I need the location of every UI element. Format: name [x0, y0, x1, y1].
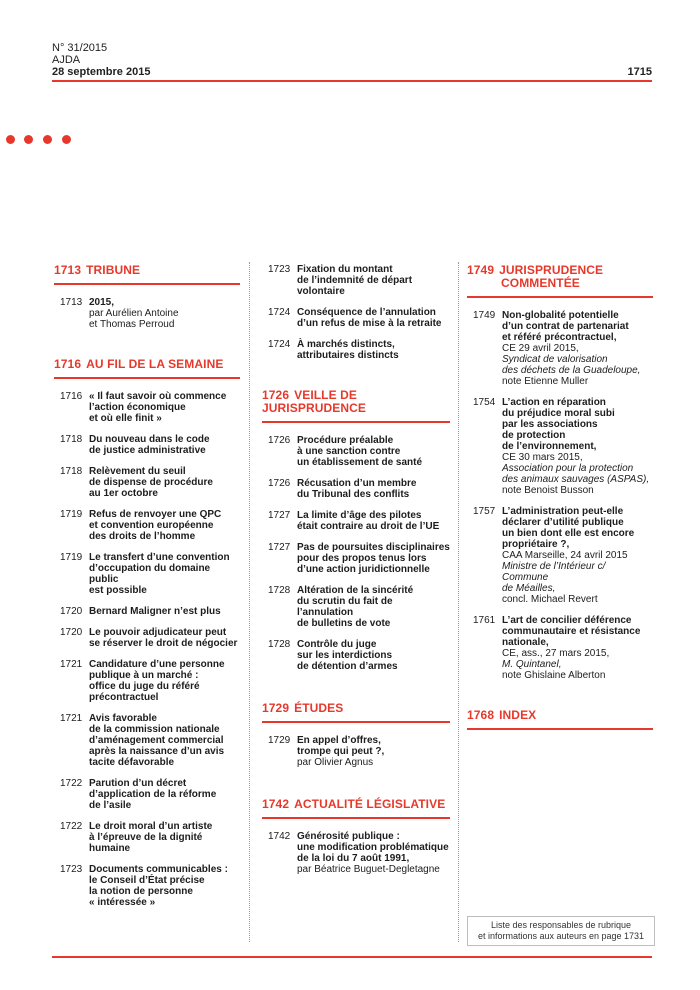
toc-entry [54, 509, 240, 542]
entry-title-line: Relèvement du seuil [89, 466, 186, 477]
entry-title-line: tacite défavorable [89, 757, 175, 768]
entry-body [89, 821, 240, 854]
entry-title-line: L’action en réparation [502, 397, 606, 408]
entry-page-number: 1720 [60, 627, 83, 638]
entry-title-line: du préjudice moral subi [502, 408, 615, 419]
entry-title-line: un bien dont elle est encore [502, 528, 635, 539]
info-box-line: et informations aux auteurs en page 1731 [477, 931, 645, 941]
section-name: INDEX [499, 708, 537, 722]
section-name: ÉTUDES [294, 701, 344, 715]
entry-title-line: et où elle finit » [89, 413, 162, 424]
entry-page-number: 1723 [268, 264, 291, 275]
section-name: JURISPRUDENCE [499, 263, 604, 277]
section-title [262, 389, 450, 423]
entry-body [89, 552, 240, 596]
entry-title-line: d’une action juridictionnelle [297, 564, 430, 575]
entry-body [89, 297, 240, 330]
entry-page-number: 1719 [60, 552, 83, 563]
entry-title-line: était contraire au droit de l’UE [297, 521, 440, 532]
footer-rule [52, 956, 652, 958]
entry-title-line: de justice administrative [89, 445, 206, 456]
toc-entry [54, 627, 240, 649]
entry-page-number: 1722 [60, 778, 83, 789]
entry-note-line: concl. Michael Revert [502, 594, 598, 605]
entry-title-line: Candidature d’une personne [89, 659, 225, 670]
entry-title-line: d’un contrat de partenariat [502, 321, 629, 332]
entry-author-line: par Aurélien Antoine [89, 308, 179, 319]
entry-body [297, 542, 450, 575]
entry-title-line: Procédure préalable [297, 435, 394, 446]
toc-entry [467, 310, 653, 387]
entry-body [89, 659, 240, 703]
entry-body [89, 434, 240, 456]
entry-title-line: Fixation du montant [297, 264, 393, 275]
entry-case-line: Association pour la protection [502, 463, 634, 474]
entry-page-number: 1728 [268, 639, 291, 650]
entry-title-line: de la commission nationale [89, 724, 220, 735]
entry-title-line: et convention européenne [89, 520, 214, 531]
entry-body [297, 735, 450, 768]
entry-title-line: publique à un marché : [89, 670, 199, 681]
entry-title-line: Altération de la sincérité [297, 585, 414, 596]
toc-entry [262, 585, 450, 629]
entry-title-line: de dispense de procédure [89, 477, 213, 488]
entry-case-line: Ministre de l’Intérieur c/ Commune [502, 561, 606, 583]
entry-page-number: 1724 [268, 339, 291, 350]
toc-entry [54, 297, 240, 330]
entry-title-line: attributaires distincts [297, 350, 399, 361]
toc-entry [262, 639, 450, 672]
section-page-number: 1716 [54, 357, 82, 371]
entry-title-line: Récusation d’un membre [297, 478, 417, 489]
entry-body [89, 606, 240, 617]
entry-title-line: pour des propos tenus lors [297, 553, 427, 564]
entry-body [502, 310, 653, 387]
section-title [262, 798, 450, 819]
entry-title-line: Conséquence de l’annulation [297, 307, 436, 318]
entry-title-line: de l’environnement, [502, 441, 597, 452]
entry-page-number: 1722 [60, 821, 83, 832]
entry-body [297, 510, 450, 532]
entry-author-line: et Thomas Perroud [89, 319, 175, 330]
entry-title-line: au 1er octobre [89, 488, 158, 499]
toc-entry [262, 478, 450, 500]
entry-title-line: Documents communicables : [89, 864, 228, 875]
entry-case-line: des animaux sauvages (ASPAS), [502, 474, 650, 485]
entry-title-line: « Il faut savoir où commence [89, 391, 227, 402]
entry-title-line: Avis favorable [89, 713, 157, 724]
entry-title-line: L’art de concilier déférence [502, 615, 632, 626]
entry-body [89, 713, 240, 768]
entry-title-line: office du juge du référé [89, 681, 200, 692]
toc-entry [54, 713, 240, 768]
section-name: VEILLE DE JURISPRUDENCE [262, 388, 366, 415]
toc-entry [262, 264, 450, 297]
toc-entry [54, 659, 240, 703]
section-title [467, 264, 653, 298]
entry-title-line: des droits de l’homme [89, 531, 196, 542]
section-name: AU FIL DE LA SEMAINE [86, 357, 224, 371]
entry-author-line: CE 30 mars 2015, [502, 452, 583, 463]
entry-title-line: d’un refus de mise à la retraite [297, 318, 442, 329]
entry-body [89, 864, 240, 908]
entry-title-line: sur les interdictions [297, 650, 393, 661]
entry-title-line: déclarer d’utilité publique [502, 517, 624, 528]
toc-column-1 [54, 264, 240, 918]
entry-title-line: Générosité publique : [297, 831, 400, 842]
entry-body [297, 831, 450, 875]
entry-title-line: En appel d’offres, [297, 735, 381, 746]
entry-note-line: note Etienne Muller [502, 376, 589, 387]
entry-title-line: la notion de personne [89, 886, 193, 897]
entry-title-line: communautaire et résistance [502, 626, 641, 637]
entry-body [297, 585, 450, 629]
entry-page-number: 1728 [268, 585, 291, 596]
entry-title-line: trompe qui peut ?, [297, 746, 385, 757]
entry-title-line: nationale, [502, 637, 549, 648]
toc-entry [54, 552, 240, 596]
entry-body [297, 307, 450, 329]
issue-number: N° 31/2015 [52, 42, 108, 54]
entry-title-line: le Conseil d’État précise [89, 875, 205, 886]
toc-section [54, 264, 240, 330]
entry-page-number: 1716 [60, 391, 83, 402]
entry-case-line: Syndicat de valorisation [502, 354, 608, 365]
entry-author-line: par Béatrice Buguet-Degletagne [297, 864, 440, 875]
entry-title-line: Bernard Maligner n’est plus [89, 606, 221, 617]
toc-section [262, 389, 450, 672]
entry-title-line: « intéressée » [89, 897, 156, 908]
entry-page-number: 1757 [473, 506, 496, 517]
info-box [467, 916, 655, 946]
section-page-number: 1729 [262, 701, 290, 715]
entry-body [502, 506, 653, 605]
entry-body [297, 435, 450, 468]
entry-page-number: 1723 [60, 864, 83, 875]
entry-case-line: des déchets de la Guadeloupe, [502, 365, 641, 376]
entry-body [89, 778, 240, 811]
toc-section [262, 702, 450, 768]
section-subtitle: COMMENTÉE [501, 276, 580, 290]
column-divider [458, 262, 459, 942]
section-title [467, 709, 653, 730]
toc-entry [467, 397, 653, 496]
section-page-number: 1726 [262, 388, 290, 402]
toc-entry [54, 466, 240, 499]
section-title [262, 702, 450, 723]
entry-case-line: de Méailles, [502, 583, 556, 594]
entry-title-line: de protection [502, 430, 566, 441]
toc-column-2 [262, 264, 450, 885]
entry-body [297, 639, 450, 672]
journal-name: AJDA [52, 54, 81, 66]
decor-dot [24, 135, 33, 144]
section-page-number: 1713 [54, 263, 82, 277]
entry-body [89, 466, 240, 499]
entry-title-line: d’occupation du domaine public [89, 563, 211, 585]
entry-page-number: 1719 [60, 509, 83, 520]
entry-author-line: CE, ass., 27 mars 2015, [502, 648, 610, 659]
entry-title-line: du Tribunal des conflits [297, 489, 410, 500]
entry-title-line: Du nouveau dans le code [89, 434, 210, 445]
entry-title-line: Le pouvoir adjudicateur peut [89, 627, 227, 638]
entry-title-line: se réserver le droit de négocier [89, 638, 238, 649]
toc-entry [262, 735, 450, 768]
entry-title-line: À marchés distincts, [297, 339, 395, 350]
section-page-number: 1768 [467, 708, 495, 722]
entry-page-number: 1727 [268, 510, 291, 521]
section-name: TRIBUNE [86, 263, 141, 277]
toc-section [467, 709, 653, 730]
issue-date: 28 septembre 2015 [52, 66, 151, 78]
entry-title-line: un établissement de santé [297, 457, 423, 468]
entry-title-line: à l’épreuve de la dignité [89, 832, 203, 843]
entry-title-line: l’action économique [89, 402, 186, 413]
header-rule [52, 80, 652, 82]
toc-section [54, 358, 240, 908]
entry-body [89, 391, 240, 424]
decor-dot [62, 135, 71, 144]
entry-title-line: de détention d’armes [297, 661, 398, 672]
toc-entry [54, 434, 240, 456]
entry-page-number: 1754 [473, 397, 496, 408]
entry-page-number: 1718 [60, 466, 83, 477]
entry-title-line: de l’asile [89, 800, 132, 811]
section-title [54, 264, 240, 285]
entry-title-line: et référé précontractuel, [502, 332, 617, 343]
entry-title-line: Le transfert d’une convention [89, 552, 230, 563]
toc-entry [262, 510, 450, 532]
entry-body [89, 627, 240, 649]
entry-body [502, 615, 653, 681]
entry-page-number: 1749 [473, 310, 496, 321]
entry-page-number: 1726 [268, 435, 291, 446]
entry-case-line: M. Quintanel, [502, 659, 562, 670]
entry-title-line: par les associations [502, 419, 598, 430]
toc-entry [54, 864, 240, 908]
entry-page-number: 1713 [60, 297, 83, 308]
entry-page-number: 1742 [268, 831, 291, 842]
entry-page-number: 1727 [268, 542, 291, 553]
entry-author-line: CE 29 avril 2015, [502, 343, 579, 354]
toc-entry [54, 778, 240, 811]
toc-section [262, 798, 450, 875]
entry-page-number: 1729 [268, 735, 291, 746]
entry-title-line: Refus de renvoyer une QPC [89, 509, 222, 520]
entry-title-line: du scrutin du fait de l’annulation [297, 596, 393, 618]
entry-title-line: une modification problématique [297, 842, 449, 853]
entry-page-number: 1718 [60, 434, 83, 445]
column-divider [249, 262, 250, 942]
toc-section [467, 264, 653, 681]
toc-entry [467, 506, 653, 605]
entry-body [502, 397, 653, 496]
entry-title-line: d’application de la réforme [89, 789, 217, 800]
entry-author-line: CAA Marseille, 24 avril 2015 [502, 550, 628, 561]
entry-page-number: 1761 [473, 615, 496, 626]
toc-entry [262, 307, 450, 329]
entry-title-line: Le droit moral d’un artiste [89, 821, 213, 832]
entry-title-line: 2015, [89, 297, 115, 308]
entry-title-line: d’aménagement commercial [89, 735, 224, 746]
entry-note-line: note Ghislaine Alberton [502, 670, 606, 681]
entry-title-line: de l’indemnité de départ [297, 275, 413, 286]
entry-title-line: propriétaire ?, [502, 539, 570, 550]
entry-title-line: Contrôle du juge [297, 639, 377, 650]
entry-page-number: 1721 [60, 713, 83, 724]
entry-author-line: par Olivier Agnus [297, 757, 374, 768]
section-page-number: 1749 [467, 263, 495, 277]
info-box-line: Liste des responsables de rubrique [490, 920, 632, 930]
toc-entry [262, 542, 450, 575]
entry-title-line: Pas de poursuites disciplinaires [297, 542, 450, 553]
entry-title-line: à une sanction contre [297, 446, 401, 457]
entry-body [297, 339, 450, 361]
entry-title-line: humaine [89, 843, 131, 854]
entry-title-line: de la loi du 7 août 1991, [297, 853, 410, 864]
toc-entry [54, 606, 240, 617]
entry-title-line: L’administration peut-elle [502, 506, 624, 517]
toc-column-3 [467, 264, 653, 742]
entry-body [89, 509, 240, 542]
entry-title-line: Parution d’un décret [89, 778, 187, 789]
toc-entry [262, 831, 450, 875]
toc-entry [262, 339, 450, 361]
entry-title-line: après la naissance d’un avis [89, 746, 225, 757]
toc-entry [467, 615, 653, 681]
entry-page-number: 1726 [268, 478, 291, 489]
toc-entry [54, 391, 240, 424]
toc-entry [262, 435, 450, 468]
entry-title-line: de bulletins de vote [297, 618, 391, 629]
entry-title-line: est possible [89, 585, 147, 596]
section-title [54, 358, 240, 379]
toc-entry [54, 821, 240, 854]
entry-body [297, 478, 450, 500]
page-number: 1715 [627, 66, 652, 78]
entry-page-number: 1721 [60, 659, 83, 670]
decor-dot [43, 135, 52, 144]
entry-body [297, 264, 450, 297]
section-name: ACTUALITÉ LÉGISLATIVE [294, 797, 446, 811]
entry-page-number: 1724 [268, 307, 291, 318]
entry-title-line: précontractuel [89, 692, 159, 703]
entry-title-line: volontaire [297, 286, 345, 297]
section-page-number: 1742 [262, 797, 290, 811]
entry-title-line: Non-globalité potentielle [502, 310, 619, 321]
entry-title-line: La limite d’âge des pilotes [297, 510, 422, 521]
toc-section [262, 264, 450, 361]
decor-dot [6, 135, 15, 144]
entry-page-number: 1720 [60, 606, 83, 617]
entry-note-line: note Benoist Busson [502, 485, 594, 496]
